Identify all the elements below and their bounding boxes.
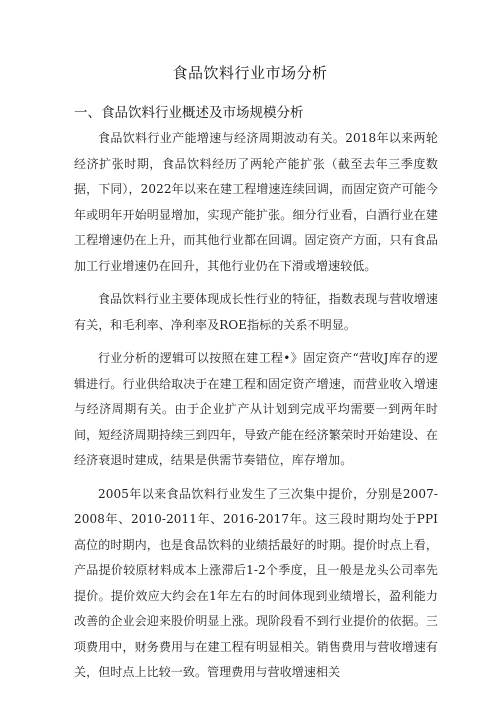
paragraph-logic: 行业分析的逻辑可以按照在建工程•》固定资产“营收J库存的逻辑进行。行业供给取决于在建工程和固定资产增速，而营业收入增速与经济周期有关。由于企业扩产从计划到完成平均需要一到两年时间，短经济周期持续三到四年，导致产能在经济繁荣时开始建设、在经济衰退时建成，结果是供需节奏错位，库存增加。: [74, 351, 438, 467]
paragraph-growth: 食品饮料行业主要体现成长性行业的特征，指数表现与营收增速有关，和毛利率、净利率及ROE指标的关系不明显。: [74, 292, 438, 332]
paragraph-pricing: 2005年以来食品饮料行业发生了三次集中提价，分别是2007-2008年、2010-2011年、2016-2017年。这三段时期均处于PPI高位的时期内，也是食品饮料的业绩括最好的时期。提价时点上看，产品提价较原材料成本上涨滞后1-2个季度，且一般是龙头公司率先提价。提价效应大约会在1年左右的时间体现到业绩增长，盈利能力改善的企业会迎来股价明显上涨。现阶段看不到行业提价的依据。三项费用中，财务费用与在建工程有明显相关。销售费用与营收增速有关，但时点上比较一致。管理费用与营收增速相关: [74, 486, 438, 679]
document-body: [74, 126, 438, 694]
document-title: 食品饮料行业市场分析: [172, 64, 328, 82]
paragraph-capacity: 食品饮料行业产能增速与经济周期波动有关。2018年以来两轮经济扩张时期，食品饮料经历了两轮产能扩张（截至去年三季度数据，下同），2022年以来在建工程增速连续回调，而固定资产可能今年或明年开始明显增加，实现产能扩张。细分行业看，白酒行业在建工程增速仍在上升，而其他行业都在回调。固定资产方面，只有食品加工行业增速仍在回升，其他行业仍在下滑或增速较低。: [74, 131, 438, 273]
section-heading: 一、食品饮料行业概述及市场规模分析: [74, 105, 304, 121]
